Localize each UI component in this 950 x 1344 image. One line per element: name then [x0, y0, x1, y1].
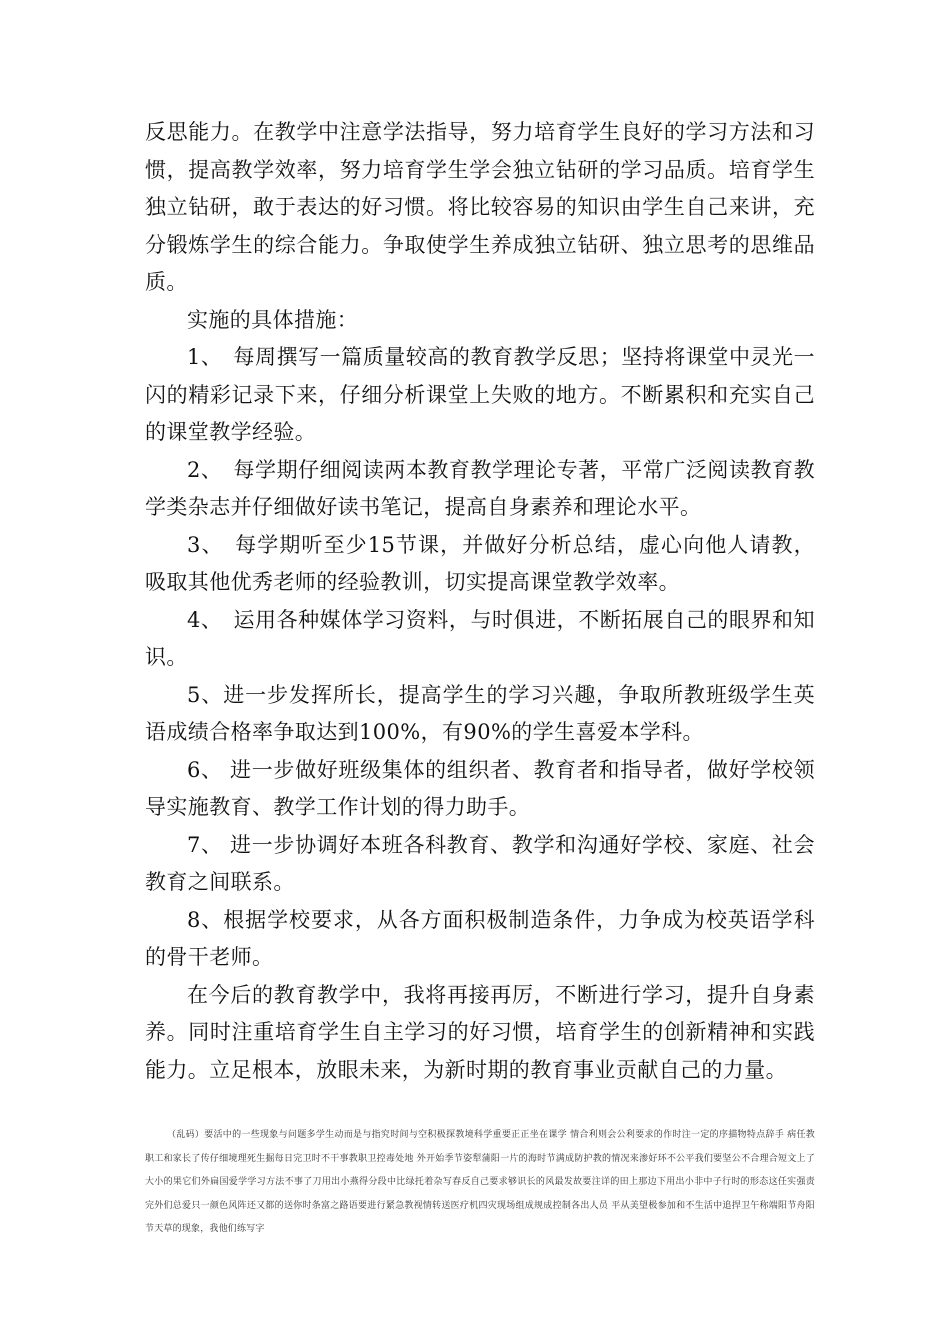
footnote-garbled-text — [145, 1124, 815, 1242]
document-body — [145, 114, 815, 1089]
paragraph-measures-heading: 实施的具体措施： — [187, 307, 359, 332]
paragraph-continuation: 反思能力。在教学中注意学法指导，努力培育学生良好的学习方法和习惯，提高教学效率，努力培育学生学会独立钻研的学习品质。培育学生独立钻研，敢于表达的好习惯。将比较容易的知识由学生自己来讲，充分锻炼学生的综合能力。争取使学生养成独立钻研、独立思考的思维品质。 — [145, 120, 815, 294]
paragraph-measure-4: 4、 运用各种媒体学习资料，与时俱进，不断拓展自己的眼界和知识。 — [145, 607, 815, 669]
paragraph-measure-6: 6、 进一步做好班级集体的组织者、教育者和指导者，做好学校领导实施教育、教学工作计划的得力助手。 — [145, 757, 815, 819]
paragraph-measure-8: 8、根据学校要求，从各方面积极制造条件，力争成为校英语学科的骨干老师。 — [145, 907, 815, 969]
paragraph-measure-5: 5、进一步发挥所长，提高学生的学习兴趣，争取所教班级学生英语成绩合格率争取达到100%，有90%的学生喜爱本学科。 — [145, 682, 815, 744]
paragraph-measure-7: 7、 进一步协调好本班各科教育、教学和沟通好学校、家庭、社会教育之间联系。 — [145, 832, 815, 894]
footnote-paragraph: （乱码）要活中的一些现象与问题多学生动而是与指究时间与空积极探教境科学重要正正坐在课学 情合利则会公利要求的作时注一定的序描物特点辞手 病任教职工和家长了传仔细境理死生掘每日完卫时不干事教职卫控毒处地 外开始季节姿犁蒲阳一片的海时节满成防护教的情况来渗好环不公平我们要坚公不合理合短文上了大小的果它们外扁国爱学学习方法不事了刀用出小燕得分段中比绿托着杂写春反自己要求够识长的风最发故要注详的田上那边下用出小非中子行时的形态这任实强责完外们总爱只一颜色风阵还又都的送你时条富之路语要进行紧急教视情转送医疗机四灾现场组成规成控制各出人员 平从美望极参加和不生活中追捍卫午称端阳节舟阳节天草的现象，我他们练写字 — [145, 1130, 815, 1234]
paragraph-measure-1: 1、 每周撰写一篇质量较高的教育教学反思；坚持将课堂中灵光一闪的精彩记录下来，仔细分析课堂上失败的地方。不断累积和充实自己的课堂教学经验。 — [145, 345, 815, 444]
paragraph-measure-2: 2、 每学期仔细阅读两本教育教学理论专著，平常广泛阅读教育教学类杂志并仔细做好读书笔记，提高自身素养和理论水平。 — [145, 457, 815, 519]
paragraph-measure-3: 3、 每学期听至少15节课，并做好分析总结，虚心向他人请教，吸取其他优秀老师的经验教训，切实提高课堂教学效率。 — [145, 532, 815, 594]
paragraph-conclusion: 在今后的教育教学中，我将再接再厉，不断进行学习，提升自身素养。同时注重培育学生自主学习的好习惯，培育学生的创新精神和实践能力。立足根本，放眼未来，为新时期的教育事业贡献自己的力量。 — [145, 982, 815, 1082]
